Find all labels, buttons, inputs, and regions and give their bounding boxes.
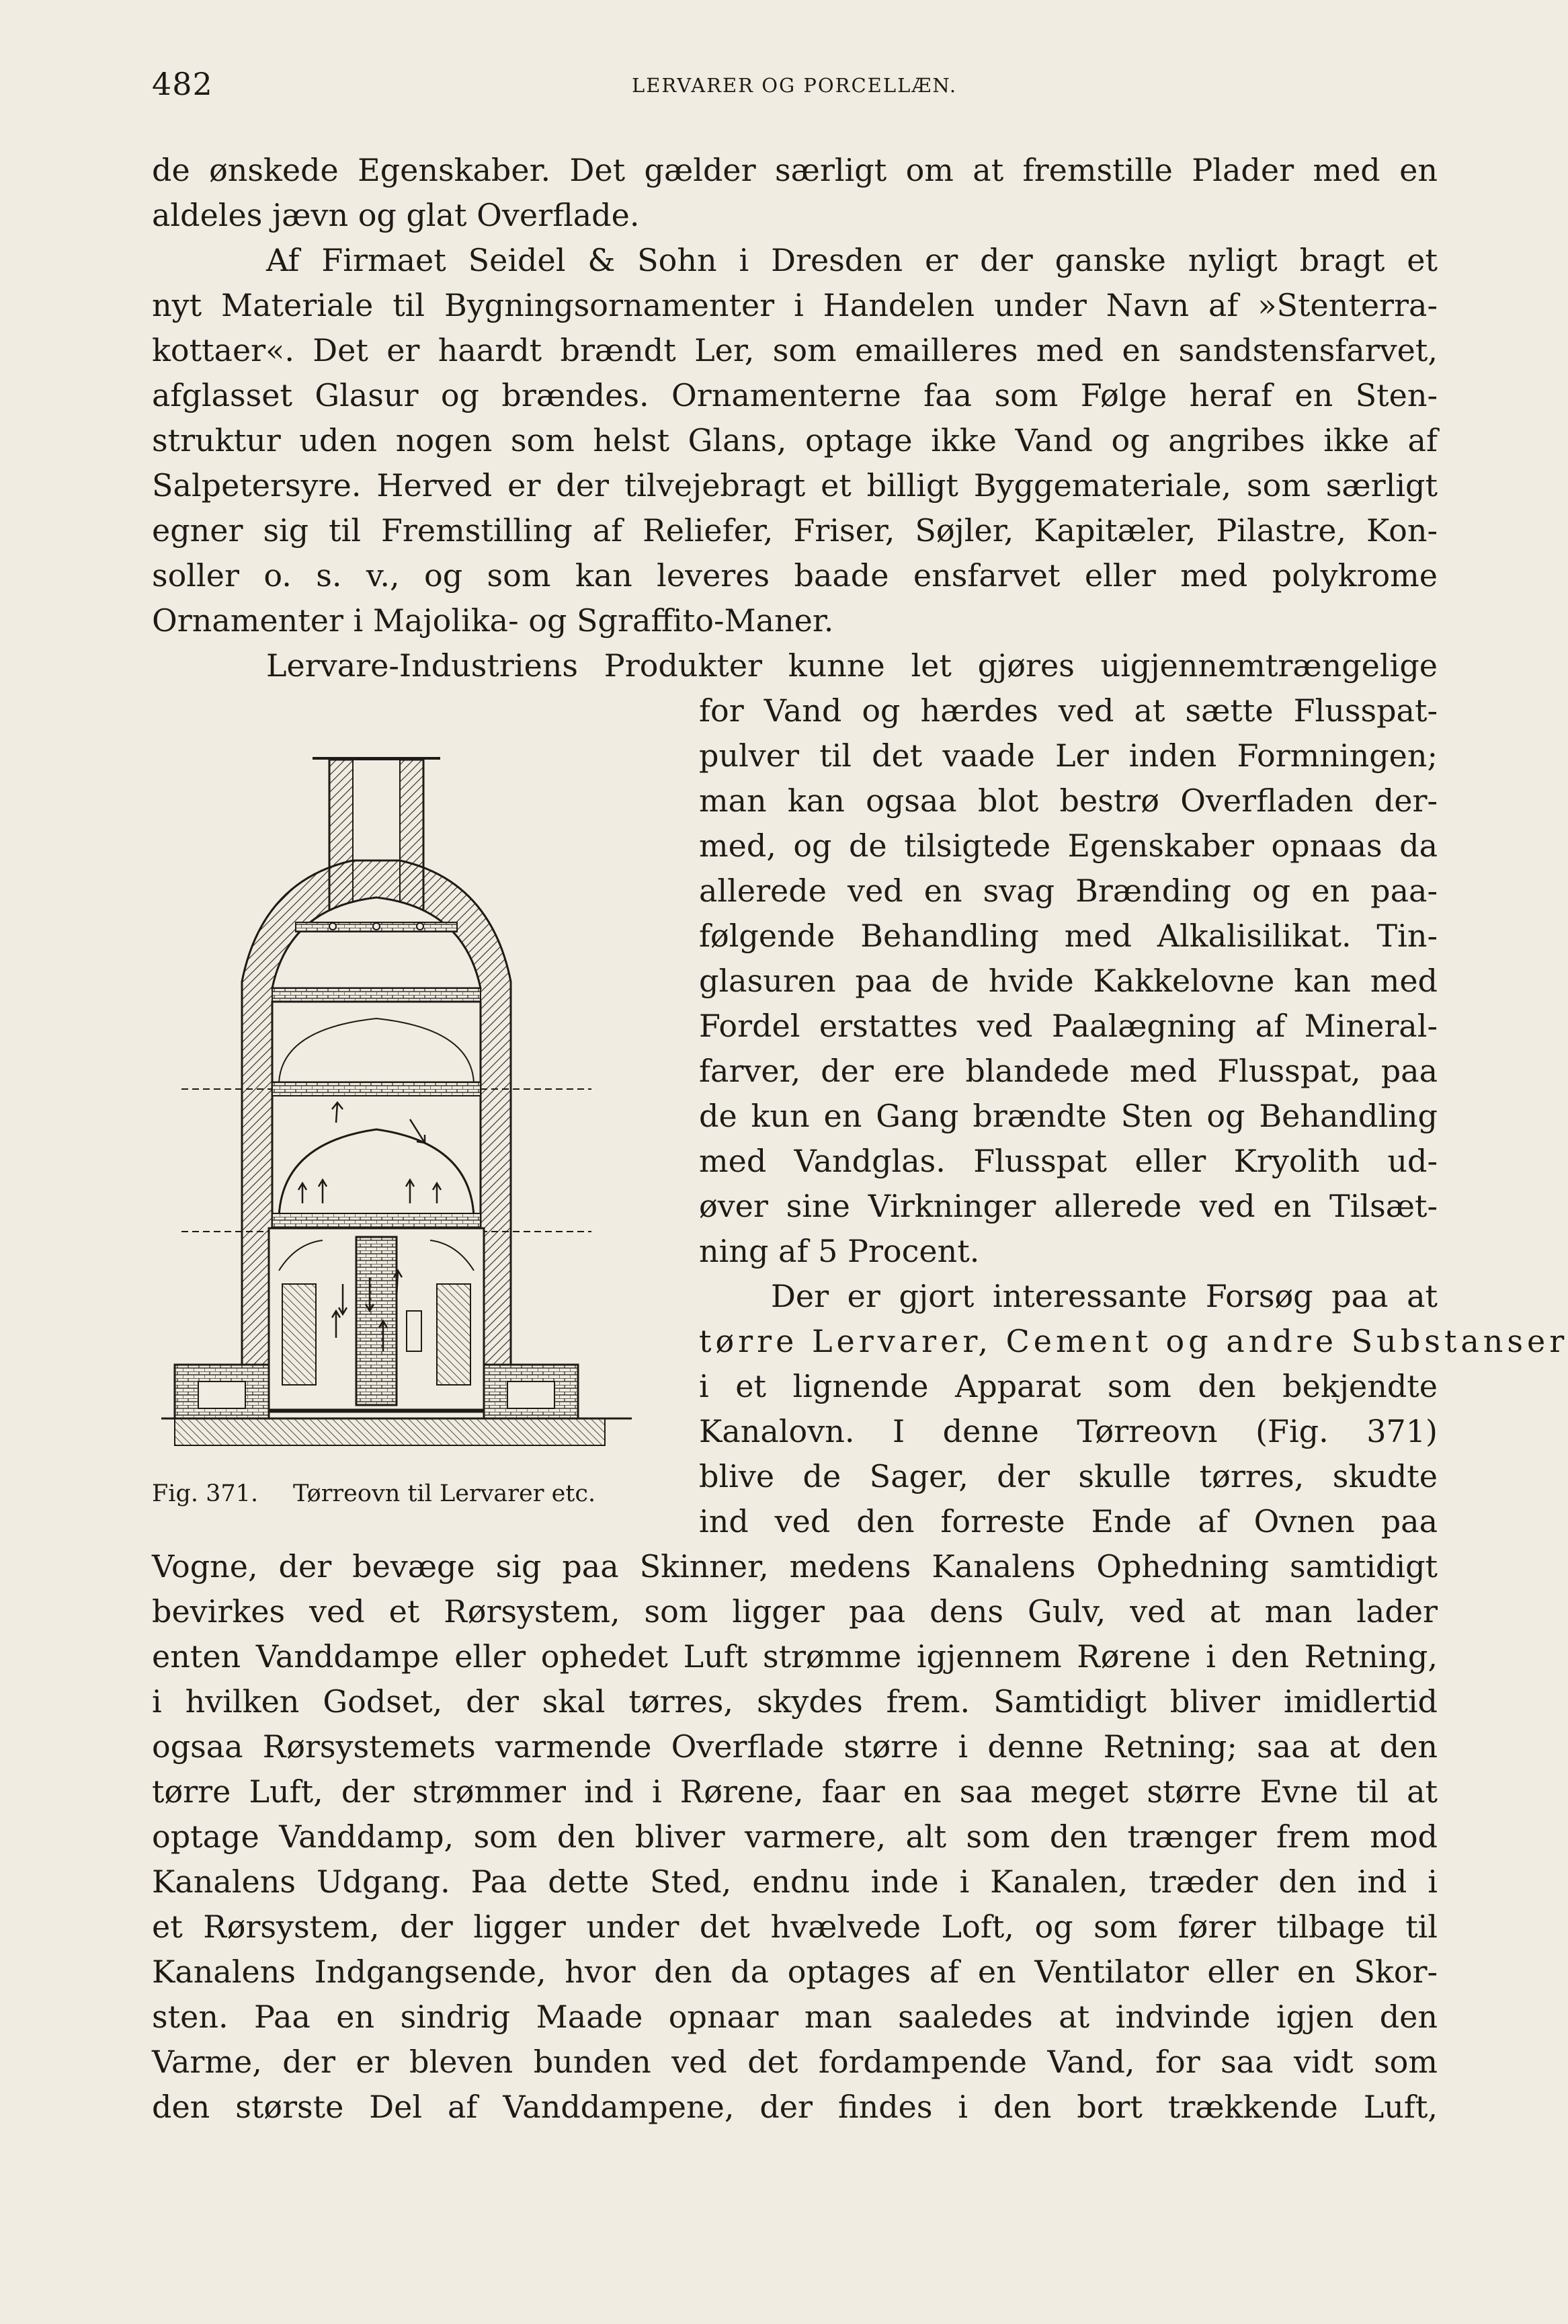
text-line: bevirkes ved et Rørsystem, som ligger paa dens Gulv, ved at man lader <box>152 1593 1438 1630</box>
text-line: tørre Lervarer, Cement og andre Substanser <box>699 1323 1568 1359</box>
text-line: Salpetersyre. Herved er der tilvejebragt et billigt Byggemateriale, som særligt <box>152 467 1438 504</box>
text-line: for Vand og hærdes ved at sætte Flusspat- <box>699 692 1438 729</box>
text-line: med, og de tilsigtede Egenskaber opnaas da <box>699 828 1438 864</box>
text-line: i et lignende Apparat som den bekjendte <box>699 1368 1438 1404</box>
text-line: i hvilken Godset, der skal tørres, skydes frem. Samtidigt bliver imidlertid <box>152 1683 1438 1720</box>
text-line <box>152 2130 1438 2175</box>
text-line: ind ved den forreste Ende af Ovnen paa <box>699 1503 1438 1539</box>
text-line: følgende Behandling med Alkalisilikat. Tin- <box>699 918 1438 954</box>
text-line: struktur uden nogen som helst Glans, optage ikke Vand og angribes ikke af <box>152 422 1438 458</box>
text-line: den største Del af Vanddampene, der findes i den bort trækkende Luft, <box>152 2089 1438 2125</box>
kiln-illustration <box>161 746 659 1459</box>
text-line: med Vandglas. Flusspat eller Kryolith ud- <box>699 1143 1438 1179</box>
kiln-figure <box>161 746 659 1459</box>
text-line: øver sine Virkninger allerede ved en Tilsæt- <box>699 1188 1438 1224</box>
text-line: et Rørsystem, der ligger under det hvælvede Loft, og som fører tilbage til <box>152 1909 1438 1945</box>
text-line: ning af 5 Procent. <box>699 1233 980 1269</box>
text-line: de ønskede Egenskaber. Det gælder særligt om at fremstille Plader med en <box>152 152 1438 188</box>
text-line: Fordel erstattes ved Paalægning af Mineral- <box>699 1008 1438 1044</box>
figure-caption-text: Tørreovn til Lervarer etc. <box>293 1480 596 1507</box>
text-line: blive de Sager, der skulle tørres, skudte <box>699 1458 1438 1494</box>
text-line: Kanalovn. I denne Tørreovn (Fig. 371) <box>699 1413 1438 1449</box>
text-line: Lervare-Industriens Produkter kunne let gjøres uigjennemtrængelige <box>266 647 1438 684</box>
text-line: optage Vanddamp, som den bliver varmere, alt som den trænger frem mod <box>152 1818 1438 1855</box>
text-line: Varme, der er bleven bunden ved det fordampende Vand, for saa vidt som <box>152 2044 1438 2080</box>
figure-label: Fig. 371. <box>152 1480 259 1507</box>
running-head: LERVARER OG PORCELLÆN. <box>632 74 958 97</box>
text-line: nyt Materiale til Bygningsornamenter i Handelen under Navn af »Stenterra- <box>152 287 1438 323</box>
text-line: man kan ogsaa blot bestrø Overfladen der- <box>699 783 1438 819</box>
text-line: de kun en Gang brændte Sten og Behandling <box>699 1098 1438 1134</box>
text-line: afglasset Glasur og brændes. Ornamenterne faa som Følge heraf en Sten- <box>152 377 1438 413</box>
text-line: Kanalens Indgangsende, hvor den da optages af en Ventilator eller en Skor- <box>152 1954 1438 1990</box>
text-line: allerede ved en svag Brænding og en paa- <box>699 873 1438 909</box>
text-line: Ornamenter i Majolika- og Sgraffito-Maner. <box>152 602 834 639</box>
text-line: glasuren paa de hvide Kakkelovne kan med <box>699 963 1438 999</box>
text-line: Kanalens Udgang. Paa dette Sted, endnu inde i Kanalen, træder den ind i <box>152 1864 1438 1900</box>
text-line: tørre Luft, der strømmer ind i Rørene, faar en saa meget større Evne til at <box>152 1773 1438 1810</box>
text-line: Vogne, der bevæge sig paa Skinner, medens Kanalens Ophedning samtidigt <box>152 1548 1438 1585</box>
text-line: aldeles jævn og glat Overflade. <box>152 197 640 233</box>
text-line: ogsaa Rørsystemets varmende Overflade større i denne Retning; saa at den <box>152 1728 1438 1765</box>
text-line: kottaer«. Det er haardt brændt Ler, som emailleres med en sandstensfarvet, <box>152 332 1438 368</box>
text-line: pulver til det vaade Ler inden Formningen; <box>699 737 1438 774</box>
text-line: farver, der ere blandede med Flusspat, paa <box>699 1053 1438 1089</box>
text-line: soller o. s. v., og som kan leveres baade ensfarvet eller med polykrome <box>152 557 1438 594</box>
page-number: 482 <box>152 66 213 102</box>
text-line: sten. Paa en sindrig Maade opnaar man saaledes at indvinde igjen den <box>152 1999 1438 2035</box>
figure-caption <box>152 1480 683 1507</box>
text-line: enten Vanddampe eller ophedet Luft strømme igjennem Rørene i den Retning, <box>152 1638 1438 1675</box>
text-line: Der er gjort interessante Forsøg paa at <box>771 1278 1438 1314</box>
text-line: Af Firmaet Seidel & Sohn i Dresden er der ganske nyligt bragt et <box>266 242 1438 278</box>
text-line: egner sig til Fremstilling af Reliefer, Friser, Søjler, Kapitæler, Pilastre, Kon- <box>152 512 1438 549</box>
